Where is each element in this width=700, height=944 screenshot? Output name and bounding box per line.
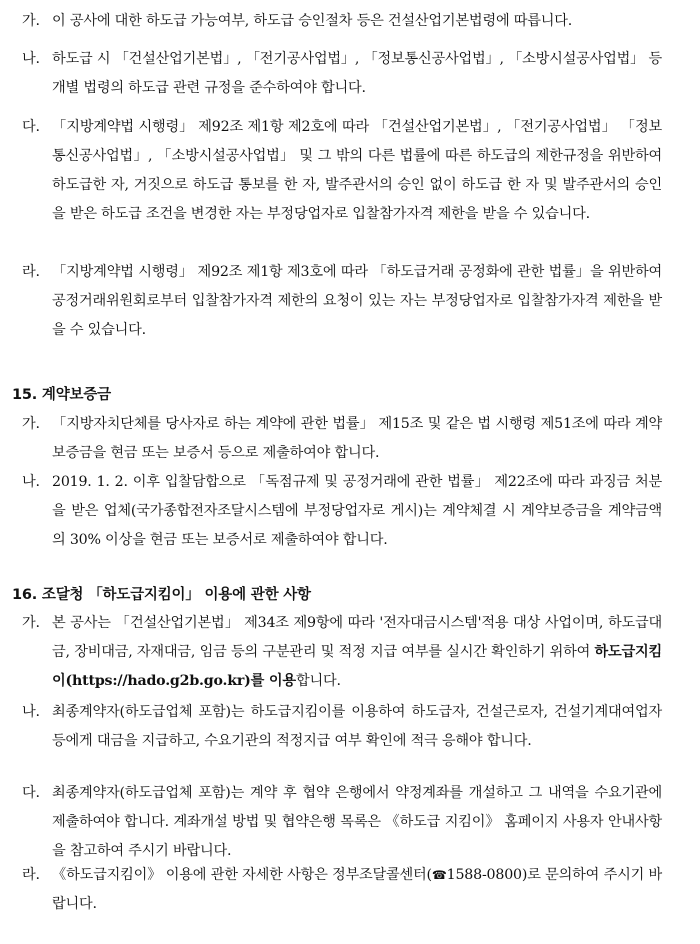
item-marker: 다. [22, 785, 40, 801]
phone-icon: ☎ [431, 868, 447, 882]
item-text: 「지방자치단체를 당사자로 하는 계약에 관한 법률」 제15조 및 같은 법 시행령 제51조에 따라 계약보증금을 현금 또는 보증서 등으로 제출하여야 합니다. [52, 416, 662, 461]
subcontract-item-ga [22, 7, 662, 36]
item-text: 「지방계약법 시행령」 제92조 제1항 제3호에 따라 「하도급거래 공정화에 관한 법률」을 위반하여 공정거래위원회로부터 입찰참가자격 제한의 요청이 있는 자는 부정당업자로 입찰참가자격 제한을 받을 수 있습니다. [52, 264, 662, 338]
item-marker: 라. [22, 264, 40, 280]
item-text: 「지방계약법 시행령」 제92조 제1항 제2호에 따라 「건설산업기본법」, 「전기공사업법」 「정보통신공사업법」, 「소방시설공사업법」 및 그 밖의 다른 법률에 따른 하도급의 제한규정을 위반하여 하도급한 자, 거짓으로 하도급 통보를 한 자, 발주관서의 승인 없이 하도급 한 자 및 발주관서의 승인을 받은 하도급 조건을 변경한 자는 부정당업자로 입찰참가자격 제한을 받을 수 있습니다. [52, 119, 662, 222]
item-text-before: 《하도급지킴이》 이용에 관한 자세한 사항은 정부조달콜센터( [52, 867, 432, 883]
item-marker: 가. [22, 416, 40, 432]
hado-link-text: 하도급지킴이(https://hado.g2b.go.kr)를 이용 [52, 644, 662, 689]
section-15-heading: 15. 계약보증금 [12, 387, 111, 403]
subcontract-item-da [22, 113, 662, 229]
item-marker: 나. [22, 51, 40, 67]
item-text [52, 861, 662, 919]
hado-item-da [22, 779, 662, 866]
item-text: 최종계약자(하도급업체 포함)는 계약 후 협약 은행에서 약정계좌를 개설하고 그 내역을 수요기관에 제출하여야 합니다. 계좌개설 방법 및 협약은행 목록은 《하도급 지킴이》 홈페이지 사용자 안내사항을 참고하여 주시기 바랍니다. [52, 785, 662, 859]
item-marker: 가. [22, 13, 40, 29]
subcontract-item-ra [22, 258, 662, 345]
item-text-after: )로 문의하여 주시기 바랍니다. [52, 867, 663, 912]
item-text: 2019. 1. 2. 이후 입찰담합으로 「독점규제 및 공정거래에 관한 법률」 제22조에 따라 과징금 처분을 받은 업체(국가종합전자조달시스템에 부정당업자로 게시)는 계약체결 시 계약보증금을 계약금액의 30% 이상을 현금 또는 보증서로 제출하여야 합니다. [52, 474, 662, 548]
hado-item-ra [22, 861, 662, 919]
item-marker: 나. [22, 704, 40, 720]
item-marker: 다. [22, 119, 40, 135]
section-16-heading: 16. 조달청 「하도급지킴이」 이용에 관한 사항 [12, 587, 311, 603]
hado-item-ga [22, 609, 662, 696]
subcontract-item-na [22, 45, 662, 103]
phone-number: 1588-0800 [446, 867, 522, 883]
item-text-before: 본 공사는 「건설산업기본법」 제34조 제9항에 따라 '전자대금시스템'적용 대상 사업이며, 하도급대금, 장비대금, 자재대금, 임금 등의 구분관리 및 적정 지급 여부를 실시간 확인하기 위하여 [52, 615, 662, 660]
item-text [52, 609, 662, 696]
item-marker: 나. [22, 474, 40, 490]
item-marker: 가. [22, 615, 40, 631]
item-text: 이 공사에 대한 하도급 가능여부, 하도급 승인절차 등은 건설산업기본법령에 따릅니다. [52, 13, 573, 29]
deposit-item-na [22, 468, 662, 555]
item-marker: 라. [22, 867, 40, 883]
item-text-after: 합니다. [295, 673, 341, 689]
item-text: 하도급 시 「건설산업기본법」, 「전기공사업법」, 「정보통신공사업법」, 「소방시설공사업법」 등 개별 법령의 하도급 관련 규정을 준수하여야 합니다. [52, 51, 662, 96]
hado-item-na [22, 698, 662, 756]
deposit-item-ga [22, 410, 662, 468]
item-text: 최종계약자(하도급업체 포함)는 하도급지킴이를 이용하여 하도급자, 건설근로자, 건설기계대여업자 등에게 대금을 지급하고, 수요기관의 적정지급 여부 확인에 적극 응해야 합니다. [52, 704, 662, 749]
